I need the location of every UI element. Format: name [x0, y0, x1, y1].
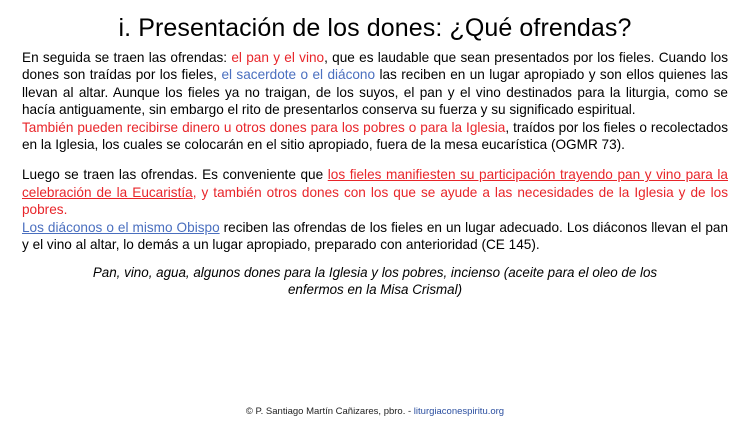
text-run: las reciben en un lugar apropiado y son ellos quienes las llevan al altar. Aunque los fieles ya no traigan, de los suyos, el pan y el vino destinados para la liturgia, como se hacía antiguamente, sin embargo el rito de presentarlos conserva su fuerza y su significado espiritual.	[22, 67, 728, 118]
page-title: i. Presentación de los dones: ¿Qué ofrendas?	[118, 14, 632, 42]
text-run: reciben las ofrendas de los fieles en un lugar adecuado. Los diáconos llevan el pan y el vino al altar, lo demás a un lugar apropiado, preparado con anterioridad (CE 145).	[22, 219, 729, 253]
text-run: Luego se traen las ofrendas. Es conveniente que	[22, 167, 328, 183]
paragraph-spacer	[22, 153, 728, 166]
text-run-highlight-bread-wine: el pan y el vino	[231, 49, 325, 65]
text-run: , traídos por los fieles o recolectados en la Iglesia, los cuales se colocarán en el sitio apropiado, fuera de la mesa eucarística (OGMR 73).	[22, 119, 728, 153]
text-run-highlight-priest-deacon: el sacerdote o el diácono	[221, 67, 376, 83]
paragraph-deacons-bishop	[22, 219, 728, 254]
footer-credit-text: © P. Santiago Martín Cañizares, pbro. -	[245, 406, 414, 417]
text-run: , que es laudable que sean presentados por los fieles. Cuando los dones son traídas por los fieles,	[22, 49, 728, 83]
paragraph-faithful-participation	[22, 166, 728, 218]
text-run-highlight-money-gifts: También pueden recibirse dinero u otros dones para los pobres o para la Iglesia	[22, 119, 506, 135]
text-run: En seguida se traen las ofrendas:	[22, 49, 232, 65]
footer-credit	[0, 406, 750, 417]
summary-quote: Pan, vino, agua, algunos dones para la Iglesia y los pobres, incienso (aceite para el oleo de los enfermos en la Misa Crismal)	[92, 264, 658, 298]
paragraph-money-gifts	[22, 119, 728, 154]
paragraph-offerings-intro	[22, 49, 728, 119]
text-run-underlined-deacons-bishop: Los diáconos o el mismo Obispo	[22, 219, 220, 235]
text-run-highlight-other-gifts: , y también otros dones con los que se ayude a las necesidades de la Iglesia y de los pobres.	[22, 184, 728, 218]
footer-website-link[interactable]: liturgiaconespiritu.org	[413, 406, 505, 417]
text-run-underlined-participation: los fieles manifiesten su participación trayendo pan y vino para la celebración de la Eucaristía	[22, 167, 728, 200]
